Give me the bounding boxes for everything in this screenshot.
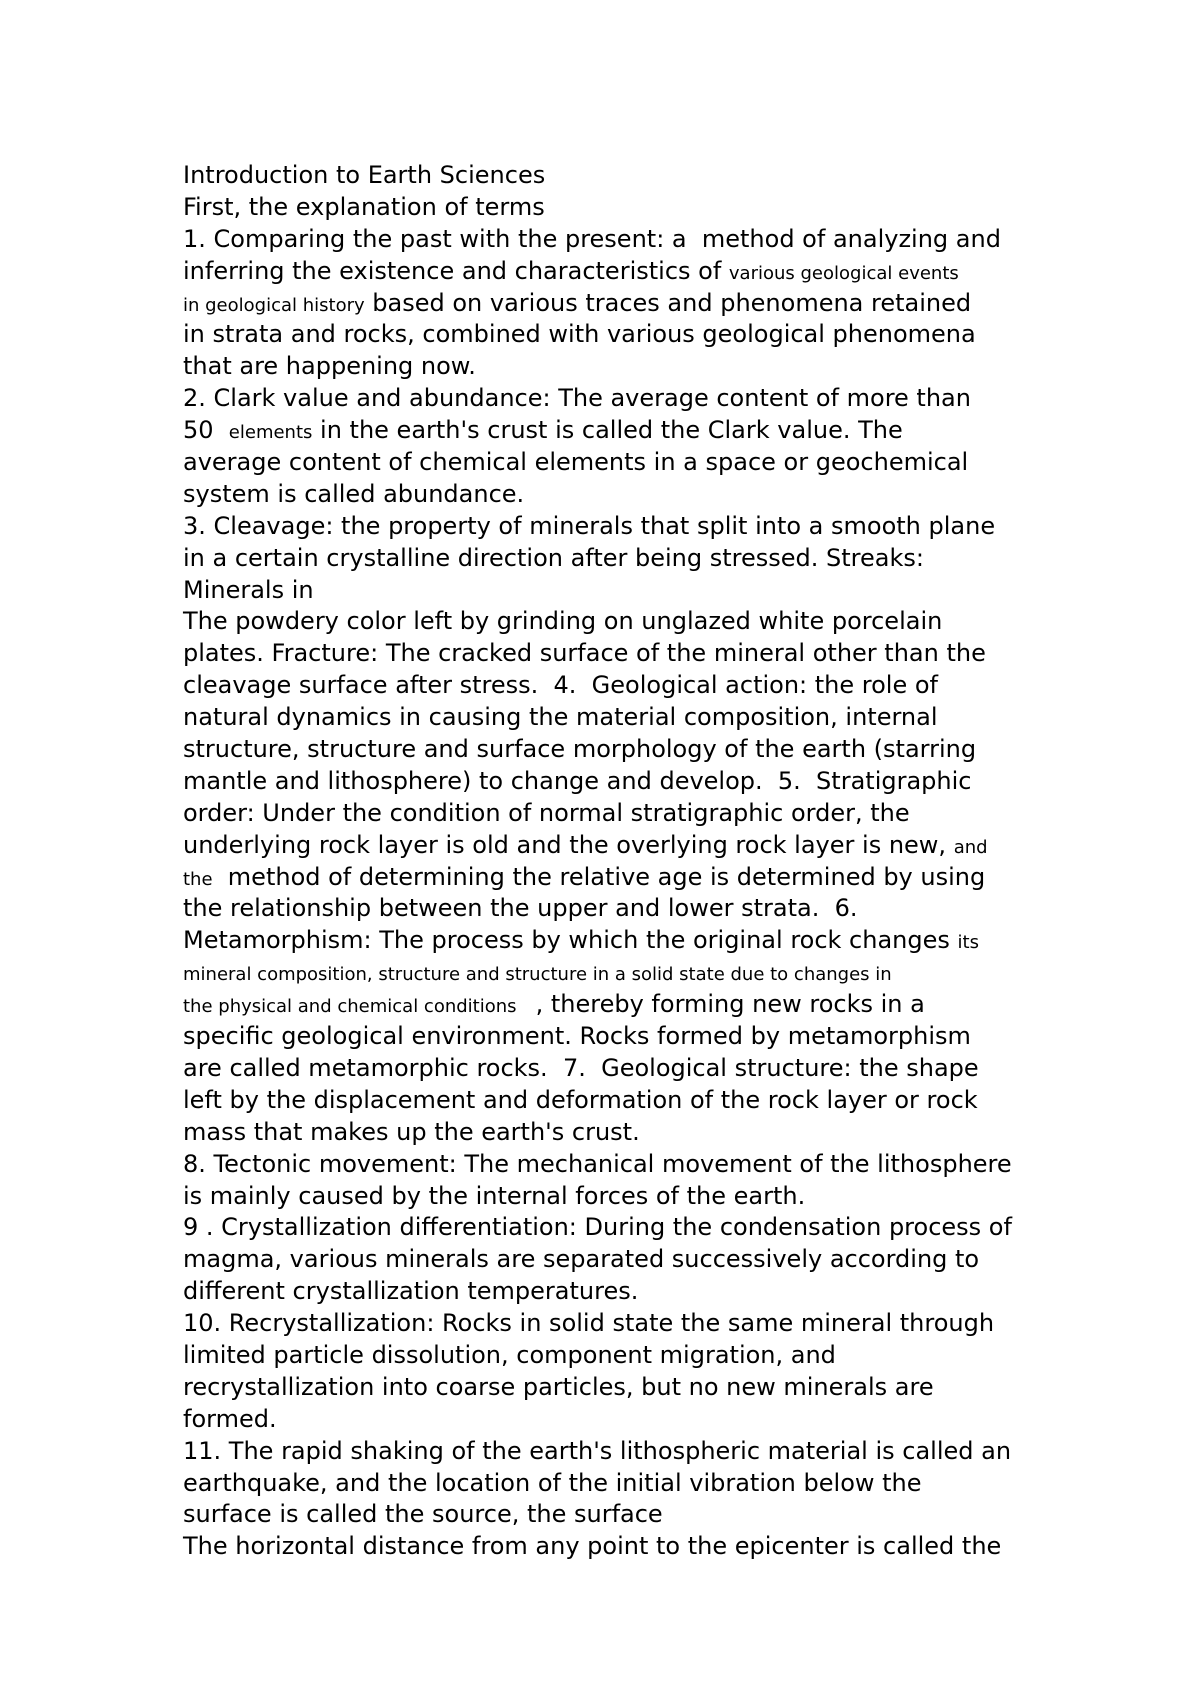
text-segment: elements xyxy=(228,422,313,444)
text-segment: in strata and rocks, combined with various geological phenomena xyxy=(183,320,976,349)
text-segment: and xyxy=(953,836,988,858)
text-segment: different crystallization temperatures. xyxy=(183,1277,639,1306)
text-line xyxy=(183,1212,1043,1244)
text-line xyxy=(183,1149,1043,1181)
text-segment: natural dynamics in causing the material composition, internal xyxy=(183,703,938,732)
text-line xyxy=(183,670,1043,702)
text-line xyxy=(183,766,1043,798)
text-segment: underlying rock layer is old and the overlying rock layer is new, xyxy=(183,830,954,859)
text-line xyxy=(183,1276,1043,1308)
text-segment: The horizontal distance from any point to the epicenter is called the xyxy=(183,1532,1002,1561)
text-line xyxy=(183,288,1043,320)
text-segment: 8. Tectonic movement: The mechanical movement of the lithosphere xyxy=(183,1149,1012,1178)
text-segment: are called metamorphic rocks. 7. Geological structure: the shape xyxy=(183,1053,979,1082)
text-line xyxy=(183,575,1043,607)
text-line xyxy=(183,192,1043,224)
text-line xyxy=(183,383,1043,415)
text-line xyxy=(183,543,1043,575)
text-segment: in a certain crystalline direction after being stressed. Streaks: xyxy=(183,543,924,572)
text-segment: cleavage surface after stress. 4. Geological action: the role of xyxy=(183,671,939,700)
text-segment: mass that makes up the earth's crust. xyxy=(183,1117,640,1146)
text-line xyxy=(183,351,1043,383)
text-segment: the xyxy=(183,868,213,890)
text-line xyxy=(183,1117,1043,1149)
text-line xyxy=(183,830,1043,862)
text-segment: left by the displacement and deformation of the rock layer or rock xyxy=(183,1085,978,1114)
text-line xyxy=(183,606,1043,638)
text-line xyxy=(183,893,1043,925)
text-line xyxy=(183,862,1043,894)
text-segment: limited particle dissolution, component migration, and xyxy=(183,1340,836,1369)
text-line xyxy=(183,1340,1043,1372)
text-line xyxy=(183,256,1043,288)
text-segment: surface is called the source, the surface xyxy=(183,1500,663,1529)
text-segment: the relationship between the upper and lower strata. 6. xyxy=(183,894,858,923)
text-segment: 3. Cleavage: the property of minerals that split into a smooth plane xyxy=(183,511,996,540)
text-line xyxy=(183,638,1043,670)
text-line xyxy=(183,415,1043,447)
text-segment: that are happening now. xyxy=(183,352,476,381)
text-segment: 11. The rapid shaking of the earth's lithospheric material is called an xyxy=(183,1436,1012,1465)
text-line xyxy=(183,1308,1043,1340)
text-line xyxy=(183,447,1043,479)
text-segment: 9 . Crystallization differentiation: During the condensation process of xyxy=(183,1213,1012,1242)
text-segment: in geological history xyxy=(183,294,365,316)
text-segment: recrystallization into coarse particles, but no new minerals are xyxy=(183,1372,934,1401)
text-segment: 10. Recrystallization: Rocks in solid state the same mineral through xyxy=(183,1309,995,1338)
text-line xyxy=(183,319,1043,351)
text-line xyxy=(183,1053,1043,1085)
text-line xyxy=(183,1499,1043,1531)
text-line xyxy=(183,1436,1043,1468)
text-segment: system is called abundance. xyxy=(183,479,525,508)
text-segment: 50 xyxy=(183,416,229,445)
text-segment: formed. xyxy=(183,1404,277,1433)
text-segment: structure, structure and surface morphology of the earth (starring xyxy=(183,735,977,764)
text-line xyxy=(183,702,1043,734)
text-segment: Metamorphism: The process by which the original rock changes xyxy=(183,926,958,955)
text-segment: mantle and lithosphere) to change and develop. 5. Stratigraphic xyxy=(183,766,972,795)
text-segment: mineral composition, structure and structure in a solid state due to changes in xyxy=(183,964,892,986)
text-line xyxy=(183,957,1043,989)
document-title: Introduction to Earth Sciences xyxy=(183,161,546,189)
text-segment: the physical and chemical conditions xyxy=(183,996,528,1018)
text-segment: based on various traces and phenomena retained xyxy=(364,288,972,317)
text-line xyxy=(183,1404,1043,1436)
text-line xyxy=(183,734,1043,766)
text-line xyxy=(183,1021,1043,1053)
text-line xyxy=(183,224,1043,256)
text-segment: order: Under the condition of normal stratigraphic order, the xyxy=(183,798,910,827)
text-line xyxy=(183,798,1043,830)
text-segment: in the earth's crust is called the Clark value. The xyxy=(312,416,903,445)
text-segment: 1. Comparing the past with the present: a method of analyzing and xyxy=(183,224,1001,253)
text-segment: magma, various minerals are separated successively according to xyxy=(183,1245,980,1274)
text-segment: earthquake, and the location of the initial vibration below the xyxy=(183,1468,922,1497)
text-line xyxy=(183,479,1043,511)
text-line xyxy=(183,989,1043,1021)
text-segment: Minerals in xyxy=(183,575,314,604)
text-segment: is mainly caused by the internal forces of the earth. xyxy=(183,1181,806,1210)
text-line xyxy=(183,1181,1043,1213)
text-line xyxy=(183,1372,1043,1404)
text-segment: specific geological environment. Rocks formed by metamorphism xyxy=(183,1022,971,1051)
text-line xyxy=(183,1085,1043,1117)
text-segment: The powdery color left by grinding on unglazed white porcelain xyxy=(183,607,943,636)
text-line xyxy=(183,925,1043,957)
text-line xyxy=(183,1244,1043,1276)
text-segment: method of determining the relative age is determined by using xyxy=(212,862,986,891)
text-segment: plates. Fracture: The cracked surface of the mineral other than the xyxy=(183,639,986,668)
text-segment: average content of chemical elements in a space or geochemical xyxy=(183,448,969,477)
text-segment: inferring the existence and characteristics of xyxy=(183,256,729,285)
text-line xyxy=(183,1468,1043,1500)
text-line xyxy=(183,1531,1043,1563)
text-line xyxy=(183,511,1043,543)
text-segment: various geological events xyxy=(728,262,959,284)
text-segment: First, the explanation of terms xyxy=(183,192,545,221)
text-segment: its xyxy=(957,932,979,954)
text-segment: , thereby forming new rocks in a xyxy=(527,990,925,1019)
document-body xyxy=(183,160,1043,1563)
text-segment: 2. Clark value and abundance: The average content of more than xyxy=(183,384,971,413)
